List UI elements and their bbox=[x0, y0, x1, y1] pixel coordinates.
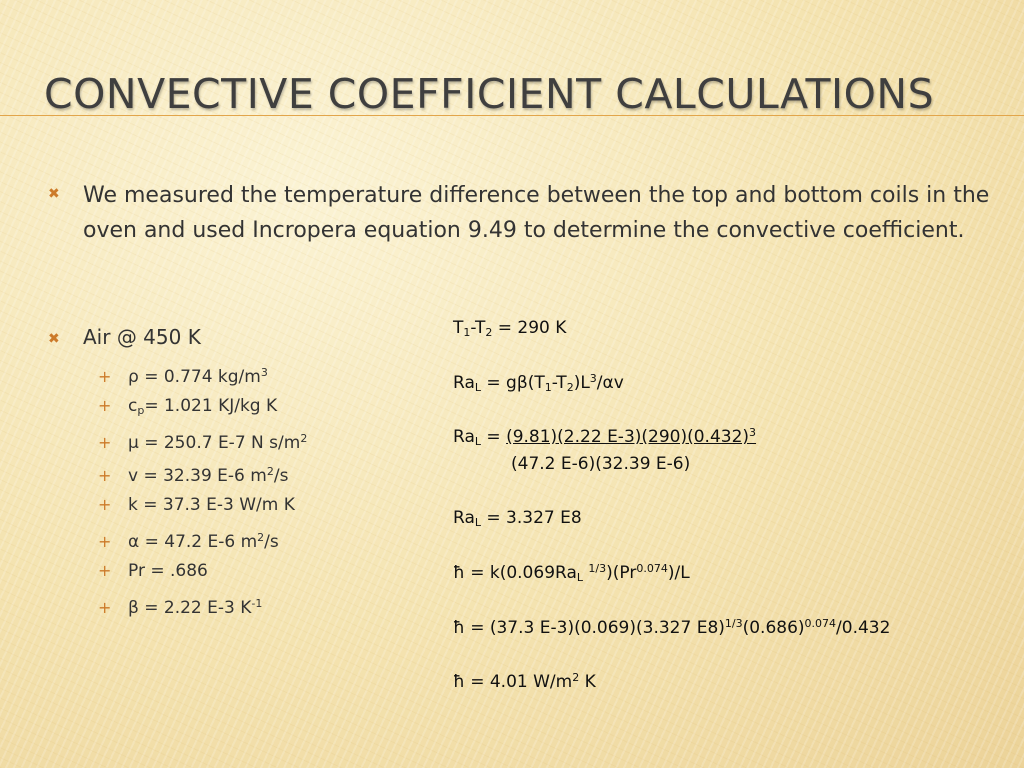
calc-rayleigh-value: $Ra_L = 3.327$ E8 bbox=[453, 508, 582, 529]
calc-h-substitution: ħ = (37.3 E-3)(0.069)(3.327 $E8)^{1/3}(0.686)^{0.074}/0.432$ bbox=[453, 617, 891, 638]
property-specific-heat: + $c_p= 1.021$ KJ/kg K bbox=[98, 393, 307, 426]
calc-h-result: ħ = 4.01 $W/m^2$ K bbox=[453, 671, 596, 692]
plus-bullet-icon: + bbox=[98, 561, 112, 580]
property-prandtl: + Pr = .686 bbox=[98, 558, 307, 591]
calc-rayleigh-formula: $Ra_L = g\beta(T_1-T_2)L^3/\alpha v$ bbox=[453, 372, 624, 394]
calc-h-formula: ħ = $k(0.069Ra_L$ $^{1/3})(Pr^{0.074})/L$ bbox=[453, 562, 690, 584]
plus-bullet-icon: + bbox=[98, 433, 112, 452]
intro-text: We measured the temperature difference between the top and bottom coils in the oven and used Incropera equation 9.49 to determine the convective coefficient. bbox=[83, 183, 990, 243]
property-diffusivity: + α = 47.2 E-6 $m^2/s$ bbox=[98, 525, 307, 558]
x-bullet-icon: ✖ bbox=[48, 186, 60, 202]
property-viscosity: + μ = 250.7 E-7 N $s/m^2$ bbox=[98, 426, 307, 459]
x-bullet-icon: ✖ bbox=[48, 331, 60, 347]
calc-rayleigh-substitution: $Ra_L = (9.81)(2.22$ $E-3)(290)(0.432)^3$ bbox=[453, 426, 757, 448]
property-density: + ρ = 0.774 $kg/m^3$ bbox=[98, 360, 307, 393]
calc-temperature-difference: $T_1-T_2 = 290$ K bbox=[453, 318, 567, 339]
plus-bullet-icon: + bbox=[98, 532, 112, 551]
title-divider bbox=[0, 115, 1024, 116]
plus-bullet-icon: + bbox=[98, 495, 112, 514]
air-properties-list bbox=[98, 360, 307, 624]
plus-bullet-icon: + bbox=[98, 367, 112, 386]
plus-bullet-icon: + bbox=[98, 598, 112, 617]
rayleigh-numerator: (9.81)(2.22 $E-3)(290)(0.432)^3$ bbox=[506, 426, 757, 447]
property-expansion: + β = 2.22 E-3 $K^{-1}$ bbox=[98, 591, 307, 624]
plus-bullet-icon: + bbox=[98, 396, 112, 415]
rayleigh-denominator: (47.2 E-6)(32.39 E-6) bbox=[511, 454, 691, 474]
slide-title: CONVECTIVE COEFFICIENT CALCULATIONS bbox=[44, 70, 935, 118]
property-conductivity: + k = 37.3 E-3 W/m K bbox=[98, 492, 307, 525]
plus-bullet-icon: + bbox=[98, 466, 112, 485]
property-kinematic-viscosity: + v = 32.39 E-6 $m^2/s$ bbox=[98, 459, 307, 492]
air-heading: Air @ 450 K bbox=[83, 325, 201, 349]
